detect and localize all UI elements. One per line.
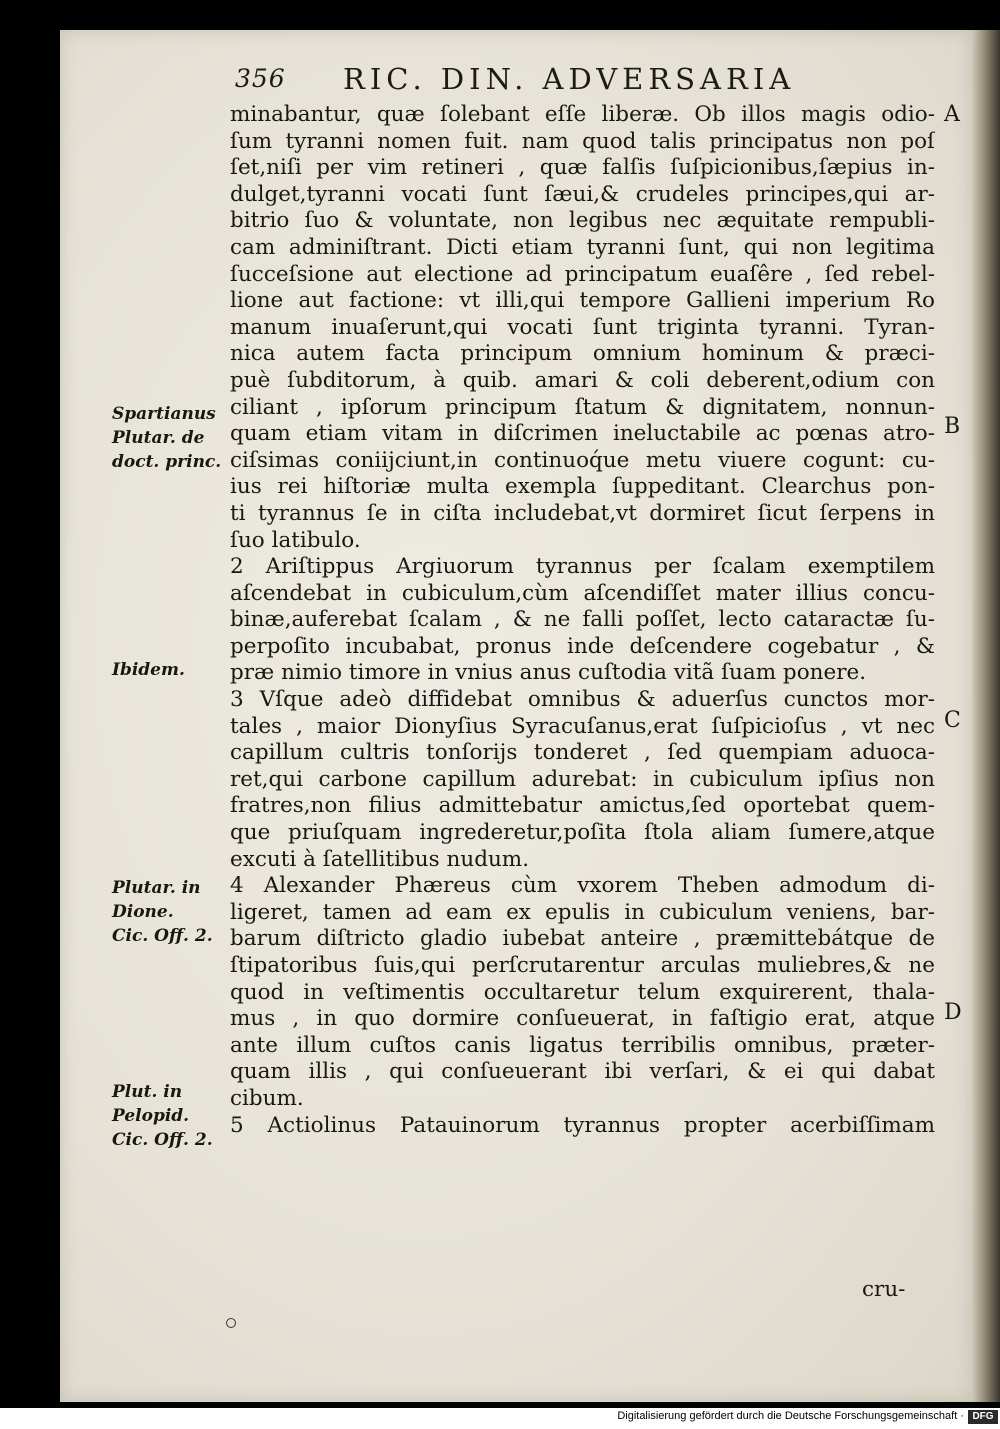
page-number: 356: [235, 64, 286, 93]
footer-bar: [0, 1408, 1000, 1429]
text-line: ſet,niſi per vim retineri , quæ falſis ſuſpicionibus,ſæpius in-: [230, 155, 935, 181]
text-line: quod in veſtimentis occultaretur telum exquirerent, thala-: [230, 979, 935, 1005]
text-line: mus , in quo dormire conſueuerat, in faſtigio erat, atque: [230, 1006, 935, 1032]
text-line: ius rei hiſtoriæ multa exempla ſuppeditant. Clearchus pon-: [230, 474, 935, 500]
text-line: ſum tyranni nomen fuit. nam quod talis principatus non poſ: [230, 128, 935, 154]
text-line: ante illum cuſtos canis ligatus terribilis omnibus, præter-: [230, 1032, 935, 1058]
text-line: nica autem facta principum omnium hominum & præci-: [230, 341, 935, 367]
text-line: ret,qui carbone capillum adurebat: in cubiculum ipſius non: [230, 766, 935, 792]
text-line: 3 Vſque adeò diffidebat omnibus & aduerſus cunctos mor-: [230, 687, 935, 713]
text-line: fratres,non filius admittebatur amictus,ſed oportebat quem-: [230, 793, 935, 819]
sidenote-line: Ibidem.: [112, 660, 185, 680]
text-line: cam adminiſtrant. Dicti etiam tyranni ſunt, qui non legitima: [230, 234, 935, 260]
text-line: quam etiam vitam in diſcrimen ineluctabile ac pœnas atro-: [230, 421, 935, 447]
sidenote-line: Plut. in: [112, 1082, 183, 1102]
sidenote-line: Dione.: [112, 902, 174, 922]
margin-letter-c: C: [944, 708, 961, 733]
sidenote-line: doct. princ.: [112, 452, 222, 472]
text-line: lione aut factione: vt illi,qui tempore Gallieni imperium Ro: [230, 288, 935, 314]
text-line: capillum cultris tonſorijs tonderet , ſed quempiam aduoca-: [230, 740, 935, 766]
sidenote-line: Pelopid.: [112, 1106, 190, 1126]
text-line: ſuo latibulo.: [230, 527, 361, 553]
margin-letter-b: B: [944, 414, 961, 439]
text-line: ligeret, tamen ad eam ex epulis in cubiculum veniens, bar-: [230, 899, 935, 925]
text-line: præ nimio timore in vnius anus cuſtodia vitã ſuam ponere.: [230, 660, 867, 686]
text-line: excuti à ſatellitibus nudum.: [230, 846, 530, 872]
text-line: ti tyrannus ſe in ciſta includebat,vt dormiret ſicut ſerpens in: [230, 500, 935, 526]
sidenote-spartianus: [112, 402, 221, 474]
text-line: 5 Actiolinus Patauinorum tyrannus propter acerbiſſimam: [230, 1112, 935, 1138]
text-line: 2 Ariſtippus Argiuorum tyrannus per ſcalam exemptilem: [230, 554, 935, 580]
text-line: manum inuaſerunt,qui vocati ſunt triginta tyranni. Tyran-: [230, 314, 935, 340]
text-line: quam illis , qui conſueuerant ibi verſari, & ei qui dabat: [230, 1059, 935, 1085]
text-line: minabantur, quæ ſolebant eſſe liberæ. Ob illos magis odio-: [230, 102, 935, 127]
sidenote-line: Cic. Off. 2.: [112, 1130, 213, 1150]
sidenote-line: Plutar. de: [112, 428, 205, 448]
text-line: 4 Alexander Phæreus cùm vxorem Theben admodum di-: [230, 873, 935, 899]
text-line: ſtipatoribus ſuis,qui perſcrutarentur arculas muliebres,& ne: [230, 953, 935, 978]
text-line: ciliant , ipſorum principum ſtatum & dignitatem, nonnun-: [230, 394, 935, 420]
page-header: [235, 62, 835, 102]
text-line: barum diſtricto gladio iubebat anteire , præmittebátque de: [230, 926, 935, 952]
text-line: tales , maior Dionyſius Syracuſanus,erat ſuſpicioſus , vt nec: [230, 713, 935, 739]
sidenote-line: Spartianus: [112, 404, 216, 424]
page-edge-shadow: [972, 30, 1000, 1402]
text-line: bitrio ſuo & voluntate, non legibus nec æquitate rempubli-: [230, 208, 935, 234]
text-line: cibum.: [230, 1085, 304, 1111]
margin-letter-a: A: [944, 102, 960, 127]
sidenote-plut-pelopid: [112, 1080, 213, 1152]
sidenote-line: Plutar. in: [112, 878, 201, 898]
sidenote-plutar-dione: [112, 876, 213, 948]
sidenote-line: Cic. Off. 2.: [112, 926, 213, 946]
main-text: [230, 102, 935, 1139]
text-line: ciſsimas coniijciunt,in continuoq́ue metu viuere cogunt: cu-: [230, 447, 935, 473]
footer-credit: Digitalisierung gefördert durch die Deutsche Forschungsgemeinschaft ·: [617, 1410, 964, 1422]
sidenote-ibidem: [112, 658, 185, 682]
running-title: RIC. DIN. ADVERSARIA: [343, 62, 796, 96]
text-line: aſcendebat in cubiculum,cùm aſcendiſſet mater illius concu-: [230, 580, 935, 606]
dfg-logo: DFG: [968, 1410, 998, 1424]
text-line: que priuſquam ingrederetur,poſita ſtola aliam ſumere,atque: [230, 820, 935, 846]
text-line: perpoſito incubabat, pronus inde deſcendere cogebatur , &: [230, 633, 935, 659]
text-line: ſucceſsione aut electione ad principatum euaſêre , ſed rebel-: [230, 261, 935, 287]
margin-letter-d: D: [944, 1000, 962, 1025]
text-line: dulget,tyranni vocati ſunt ſæui,& crudeles principes,qui ar-: [230, 181, 935, 207]
ornament-dot: [226, 1318, 236, 1328]
text-line: binæ,auferebat ſcalam , & ne falli poſſet, lecto cataractæ ſu-: [230, 607, 935, 633]
catchword: cru-: [862, 1277, 906, 1302]
text-line: puè ſubditorum, à quib. amari & coli deberent,odium con: [230, 367, 935, 393]
